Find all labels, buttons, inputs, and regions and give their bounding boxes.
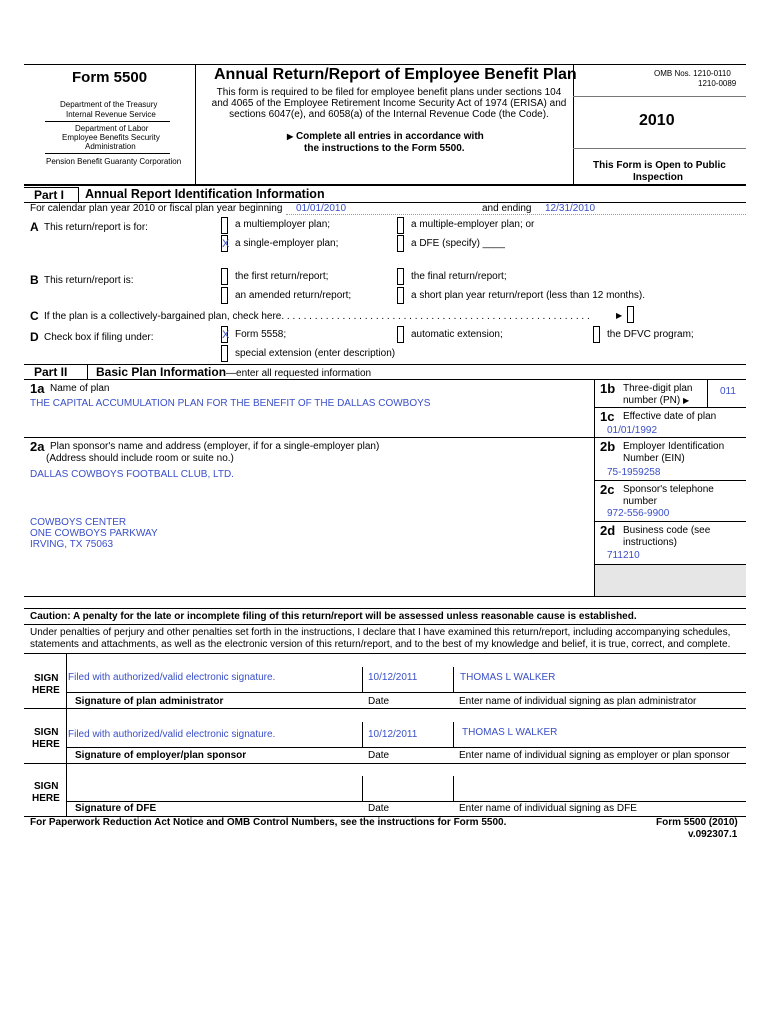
- line-2d-text-2: instructions): [623, 537, 677, 548]
- sign-1: SIGN: [34, 673, 59, 684]
- pbgc: Pension Benefit Guaranty Corporation: [46, 157, 182, 166]
- desc-line-1: This form is required to be filed for employee benefit plans under sections 104: [216, 87, 562, 98]
- business-code[interactable]: 711210: [607, 550, 640, 561]
- b-opt-1: the first return/report;: [235, 271, 329, 282]
- a-opt-1: a multiemployer plan;: [235, 219, 331, 230]
- here-3: HERE: [32, 793, 60, 804]
- c-arrow-icon: ▶: [616, 311, 623, 320]
- line-2d-text-1: Business code (see: [623, 525, 711, 536]
- ein[interactable]: 75-1959258: [607, 467, 661, 478]
- address-line-2[interactable]: ONE COWBOYS PARKWAY: [30, 528, 158, 539]
- line-1b-text-1: Three-digit plan: [623, 383, 693, 394]
- here-2: HERE: [32, 739, 60, 750]
- line-2a-text: Plan sponsor's name and address (employer, if for a single-employer plan): [50, 441, 380, 452]
- phone[interactable]: 972-556-9900: [607, 508, 670, 519]
- dept-labor: Department of Labor: [75, 124, 149, 133]
- complete-line-1: [287, 131, 484, 142]
- part-2-heading: [96, 365, 371, 379]
- automatic-extension-checkbox[interactable]: [397, 326, 404, 343]
- perjury-1: Under penalties of perjury and other penalties set forth in the instructions, I declare that I have examined this return/report, including accompanying schedules,: [30, 627, 731, 638]
- signature-sponsor[interactable]: Filed with authorized/valid electronic signature.: [68, 729, 276, 740]
- line-2a-text-2: (Address should include room or suite no.): [46, 453, 234, 464]
- d-opt-3: the DFVC program;: [607, 329, 694, 340]
- form-title: Form 5500: [72, 69, 148, 86]
- perjury-2: statements and attachments, as well as the electronic version of this return/report, and to the best of my knowledge and belief, it is true, correct, and complete.: [30, 639, 731, 650]
- footer-right-2: v.092307.1: [688, 829, 738, 840]
- ebsa-2: Administration: [85, 142, 136, 151]
- d-opt-2: automatic extension;: [411, 329, 503, 340]
- label-name-admin: Enter name of individual signing as plan administrator: [459, 696, 697, 707]
- single-employer-checkbox[interactable]: X: [221, 235, 228, 252]
- dept-treasury: Department of the Treasury: [60, 100, 158, 109]
- shaded-cell: [595, 565, 746, 596]
- line-1a-num: 1a: [30, 381, 45, 396]
- a-opt-2: a multiple-employer plan; or: [411, 219, 535, 230]
- footer-right-1: Form 5500 (2010): [656, 817, 738, 828]
- begin-date[interactable]: 01/01/2010: [296, 203, 347, 214]
- label-name-sponsor: Enter name of individual signing as employer or plan sponsor: [459, 750, 730, 761]
- b-opt-3: an amended return/report;: [235, 290, 352, 301]
- a-text: This return/report is for:: [44, 222, 148, 233]
- open-1: This Form is Open to Public: [593, 160, 726, 171]
- part-2-subtitle: —enter all requested information: [226, 368, 372, 379]
- plan-number[interactable]: 011: [720, 386, 736, 397]
- d-text: Check box if filing under:: [44, 332, 154, 343]
- part-2-title: Basic Plan Information: [96, 365, 227, 379]
- a-opt-3: a single-employer plan;: [235, 238, 339, 249]
- omb-1: OMB Nos. 1210-0110: [654, 69, 731, 78]
- label-sig-sponsor: Signature of employer/plan sponsor: [75, 750, 247, 761]
- form-5558-checkbox[interactable]: X: [221, 326, 228, 343]
- effective-date[interactable]: 01/01/1992: [607, 425, 658, 436]
- short-year-checkbox[interactable]: [397, 287, 404, 304]
- b-text: This return/report is:: [44, 275, 134, 286]
- address-line-3[interactable]: IRVING, TX 75063: [30, 539, 114, 550]
- line-1c-text: Effective date of plan: [623, 411, 717, 422]
- complete-line-2: the instructions to the Form 5500.: [304, 143, 465, 154]
- line-2c-text-1: Sponsor's telephone: [623, 484, 714, 495]
- sign-2: SIGN: [34, 727, 59, 738]
- label-date-sponsor: Date: [368, 750, 390, 761]
- first-return-checkbox[interactable]: [221, 268, 228, 285]
- line-2c-text-2: number: [623, 496, 657, 507]
- line-2a-num: 2a: [30, 439, 45, 454]
- ending-text: and ending: [482, 203, 532, 214]
- d-opt-1: Form 5558;: [235, 329, 287, 340]
- tax-year: 2010: [639, 112, 675, 129]
- c-letter: C: [30, 309, 39, 323]
- dfvc-checkbox[interactable]: [593, 326, 600, 343]
- line-2d-num: 2d: [600, 523, 616, 538]
- name-sponsor[interactable]: THOMAS L WALKER: [462, 727, 558, 738]
- here-1: HERE: [32, 685, 60, 696]
- a-letter: A: [30, 220, 39, 234]
- arrow-right-icon: ▶: [287, 132, 294, 141]
- d-opt-4: special extension (enter description): [235, 348, 396, 359]
- complete-text-1: Complete all entries in accordance with: [295, 131, 484, 142]
- date-admin[interactable]: 10/12/2011: [368, 672, 418, 683]
- dfe-checkbox[interactable]: [397, 235, 404, 252]
- part-2-label: Part II: [34, 365, 68, 379]
- label-date-dfe: Date: [368, 803, 390, 814]
- b-opt-4: a short plan year return/report (less than 12 months).: [411, 290, 646, 301]
- part-1-title: Annual Report Identification Information: [85, 187, 325, 201]
- b-opt-2: the final return/report;: [411, 271, 507, 282]
- label-sig-dfe: Signature of DFE: [75, 803, 157, 814]
- omb-2: 1210-0089: [698, 79, 737, 88]
- ebsa: Employee Benefits Security: [62, 133, 160, 142]
- desc-line-2: and 4065 of the Employee Retirement Income Security Act of 1974 (ERISA) and: [211, 98, 567, 109]
- multiple-employer-checkbox[interactable]: [397, 217, 404, 234]
- collectively-bargained-checkbox[interactable]: [627, 306, 634, 323]
- calendar-text: For calendar plan year 2010 or fiscal plan year beginning: [30, 203, 283, 214]
- d-letter: D: [30, 330, 39, 344]
- sign-3: SIGN: [34, 781, 59, 792]
- c-text: If the plan is a collectively-bargained plan, check here. . . . . . . . . . . . . . . . . . . . . . . . . . . . . . . . . . . . . . . . . . . . . . . . . . . . . . . .: [44, 311, 590, 322]
- line-1a-text: Name of plan: [50, 383, 110, 394]
- name-admin[interactable]: THOMAS L WALKER: [460, 672, 556, 683]
- date-sponsor[interactable]: 10/12/2011: [368, 729, 418, 740]
- desc-line-3: sections 6047(e), and 6058(a) of the Internal Revenue Code (the Code).: [229, 109, 549, 120]
- line-1b-num: 1b: [600, 381, 616, 396]
- line-1c-num: 1c: [600, 409, 615, 424]
- address-line-1[interactable]: COWBOYS CENTER: [30, 517, 127, 528]
- label-sig-admin: Signature of plan administrator: [75, 696, 224, 707]
- line-1b-text-2: [623, 395, 689, 406]
- line-2b-num: 2b: [600, 439, 616, 454]
- label-name-dfe: Enter name of individual signing as DFE: [459, 803, 637, 814]
- sponsor-name[interactable]: DALLAS COWBOYS FOOTBALL CLUB, LTD.: [30, 469, 234, 480]
- open-2: Inspection: [633, 172, 684, 183]
- header-desc: [209, 87, 569, 120]
- label-date-admin: Date: [368, 696, 390, 707]
- b-letter: B: [30, 273, 39, 287]
- irs: Internal Revenue Service: [66, 110, 156, 119]
- special-extension-checkbox[interactable]: [221, 345, 228, 362]
- line-2c-num: 2c: [600, 482, 615, 497]
- caution-line: Caution: A penalty for the late or incomplete filing of this return/report will be assessed unless reasonable cause is established.: [30, 611, 637, 622]
- line-2b-text-2: Number (EIN): [623, 453, 685, 464]
- main-title: Annual Return/Report of Employee Benefit Plan: [214, 66, 577, 83]
- part-1-label: Part I: [24, 187, 78, 202]
- pn-label: number (PN): [623, 395, 681, 406]
- plan-name[interactable]: THE CAPITAL ACCUMULATION PLAN FOR THE BENEFIT OF THE DALLAS COWBOYS: [30, 398, 431, 409]
- final-return-checkbox[interactable]: [397, 268, 404, 285]
- end-date[interactable]: 12/31/2010: [545, 203, 596, 214]
- a-opt-4: a DFE (specify) ____: [411, 238, 505, 249]
- pn-arrow-icon: ▶: [683, 396, 690, 405]
- footer-left: For Paperwork Reduction Act Notice and OMB Control Numbers, see the instructions for Form 5500.: [30, 817, 507, 828]
- amended-return-checkbox[interactable]: [221, 287, 228, 304]
- signature-admin[interactable]: Filed with authorized/valid electronic signature.: [68, 672, 276, 683]
- line-2b-text-1: Employer Identification: [623, 441, 725, 452]
- multiemployer-checkbox[interactable]: [221, 217, 228, 234]
